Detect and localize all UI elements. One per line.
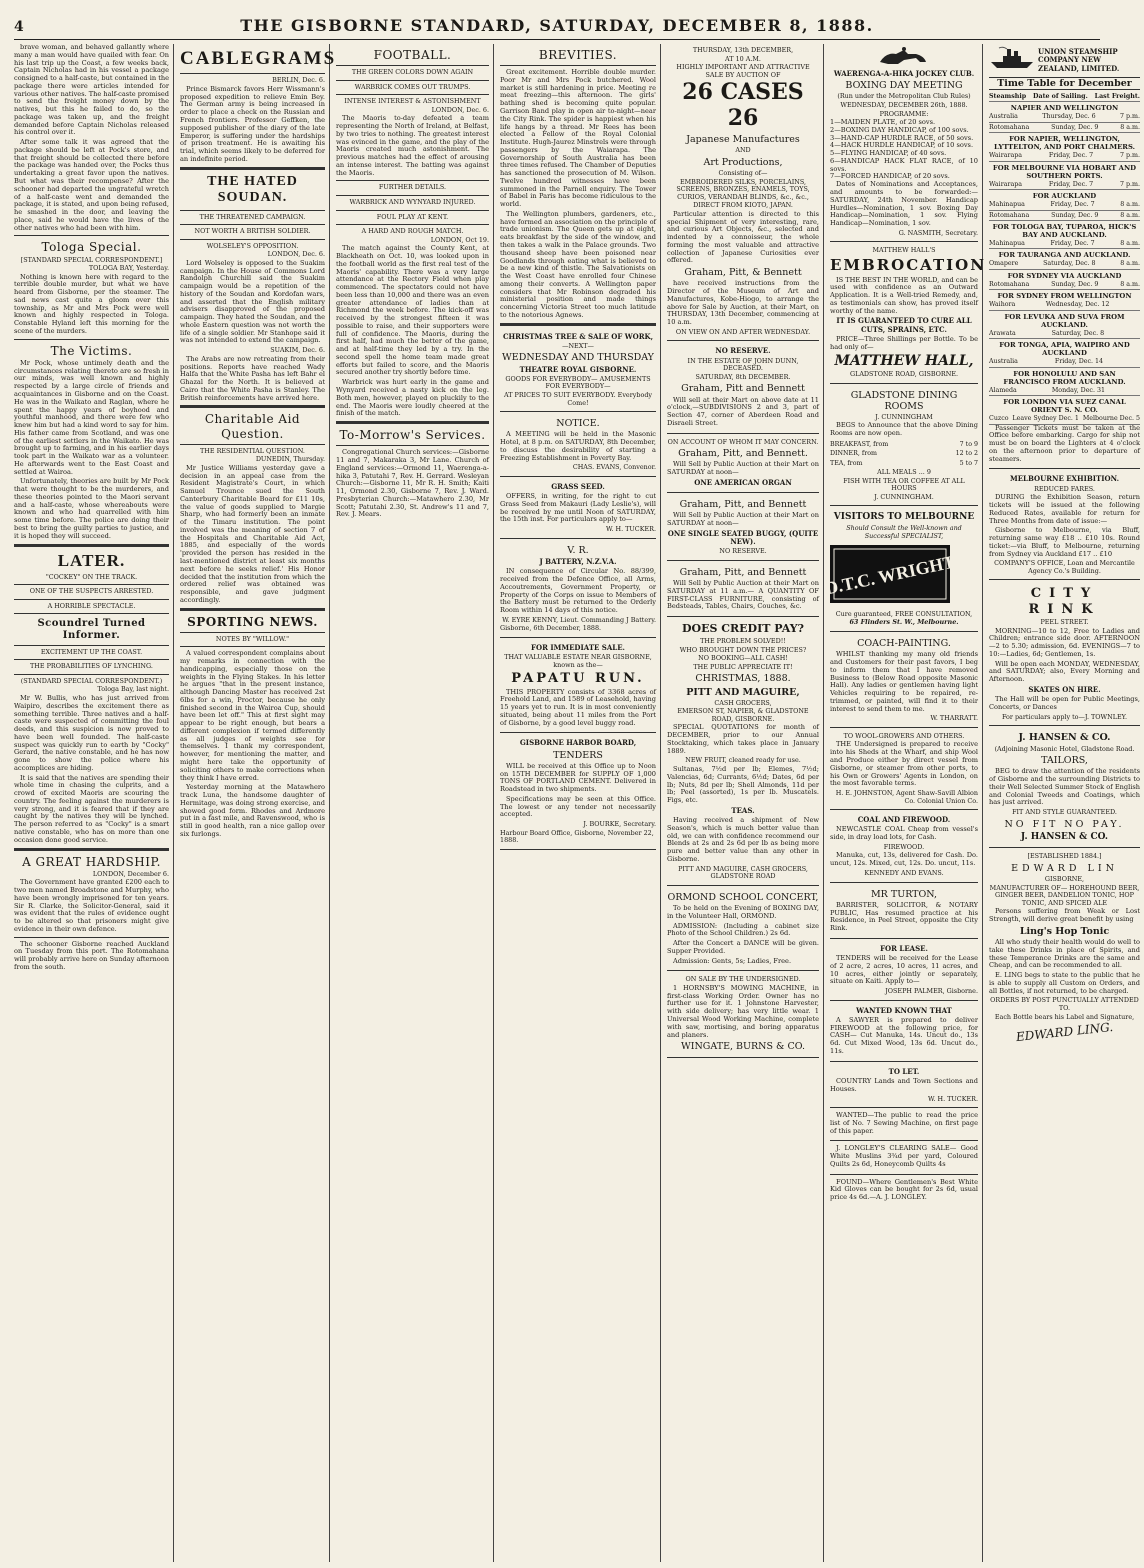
headline-charitable: Charitable Aid Question. — [204, 412, 301, 441]
timetable-time: 8 a.m. — [1120, 211, 1140, 219]
timetable-ship: Wairarapa — [989, 180, 1023, 188]
horse-racing-icon — [874, 46, 934, 68]
timetable-date: Leave Sydney Dec. 1 — [1012, 415, 1079, 423]
specialist-banner-icon — [823, 545, 957, 603]
subhead: THE PROBABILITIES OF LYNCHING. — [30, 662, 153, 671]
subhead: A HORRIBLE SPECTACLE. — [47, 601, 136, 610]
timetable-time: 7 p.m. — [1119, 113, 1140, 121]
headline-sporting: SPORTING NEWS. — [187, 614, 318, 629]
timetable-row — [989, 200, 1140, 210]
advert-found: FOUND—Where Gentlemen's Best White Kid Gloves can be bought for 2s 6d, usual price 4s 6d.—A. J. LONGLEY. — [830, 1177, 978, 1202]
article-text: Congregational Church services:—Gisborne 11 and 7, Makaraka 3, Mr Lane. Church of England services:—Ormond 11, Waerenga-a-hika 3, Patutahi 7, Rev. H. Gerrard. Wesleyan Church:—Gisborne 11, Mr R. H. Smith; Kaiti 11, Ormond 2.30, Gisborne 7, Rev. J. Ward. Presbyterian Church:—Matawhero 2.30, Mr Scott; Patutahi 2.30, St. Andrew's 11 and 7, Rev. J. Mears. — [336, 448, 489, 519]
timetable-date: Sunday, Dec. 9 — [1051, 211, 1099, 219]
dateline: BERLIN, Dec. 6. — [272, 76, 325, 85]
timetable-row — [989, 211, 1140, 221]
subhead: WOLSELEY'S OPPOSITION. — [206, 241, 299, 250]
advert-wool-growers: TO WOOL-GROWERS AND OTHERS. THE Undersigned is prepared to receive into his Sheds at the Wharf, and ship Wool and Produce either by direct vessel from Gisborne, or steamer from other ports, to his Own or Growers' Agents in London, on the most favorable terms. H. E. JOHNSTON, Agent Shaw-Savill Albion Co. Colonial Union Co. — [830, 730, 978, 810]
race-programme-item: 3—HAND-CAP HURDLE RACE, of 50 sovs. — [830, 133, 974, 142]
timetable-route: FOR MELBOURNE VIA HOBART AND SOUTHERN PORTS. — [992, 163, 1137, 180]
subhead: "COCKEY" ON THE TRACK. — [45, 572, 138, 581]
advert-melbourne-exhibition: MELBOURNE EXHIBITION. REDUCED FARES. DURING the Exhibition Season, return tickets will be issued at the following Reduced Rates, available for return for Three Months from date of issue:— Gisborne to Melbourne, via Bluff, returning same way £18 .. £10 10s. Round ticket:—via Bluff, to Melbourne, returning from Sydney via Auckland £17 .. £10 COMPANY'S OFFICE, Loan and Mercantile Agency Co.'s Building. — [989, 471, 1140, 580]
timetable-ship: Alameda — [989, 386, 1017, 394]
timetable-route: FOR LONDON VIA SUEZ CANAL ORIENT S. N. CO. — [1003, 398, 1126, 415]
meal-name: BREAKFAST, from — [830, 441, 889, 448]
steamship-icon — [989, 46, 1035, 70]
page-number: 4 — [14, 19, 24, 36]
advert-japanese-sale: THURSDAY, 13th DECEMBER, AT 10 A.M. HIGHLY IMPORTANT AND ATTRACTIVE SALE BY AUCTION OF 26 CASES 26 Japanese Manufactures AND Art Productions, Consisting of— EMBROIDERED SILKS, PORCELAINS, SCREENS, BRONZES, ENAMELS, TOYS, CURIOS, VERANDAH BLINDS, &c., &c., DIRECT FROM KIOTO, JAPAN. Particular attention is directed to this special Shipment of very interesting, rare, and curious Art Objects, &c., selected and indented by a connoisseur, the whole forming the most valuable and attractive collection of Japanese Curiosities ever offered. Graham, Pitt, & Bennett have received instructions from the Director of the Museum of Art and Manufactures, Kobe-Hiogo, to arrange the above for Sale by Auction, at their Mart, on THURSDAY, 13th December, commencing at 10 a.m. ON VIEW ON AND AFTER WEDNESDAY. — [667, 44, 819, 341]
timetable-row — [989, 180, 1140, 190]
advert-sewing-machine: WANTED—The public to read the price list of No. 7 Sewing Machine, on first page of this paper. — [830, 1110, 978, 1141]
article-text: The match against the County Kent, at Blackheath on Oct. 10, was looked upon in the football world as the first real test of the Maoris' capability. There was a very large attendance at the Rectory Field when play commenced. The spectators could not have been less than 10,000 and there was an even greater attendance of ladies than at Richmond the week before. The kick-off was received by the strongest fifteen it was possible to raise, and their supporters were full of confidence. The Maoris, during the first half, had much the better of the game, and at half-time they led by a try. In the second spell the home team made great efforts but failed to score, and the Maoris secured another try shortly before time. — [336, 244, 489, 377]
advert-embrocation: MATTHEW HALL'S EMBROCATION IS THE BEST IN THE WORLD, and can be used with confidence as an Outward Application. It is a Well-tried Remedy, and, as testimonials can show, has proved itself worthy of the name. IT IS GUARANTEED TO CURE ALL CUTS, SPRAINS, ETC. PRICE—Three Shillings per Bottle. To be had only of— MATTHEW HALL, GLADSTONE ROAD, GISBORNE. — [830, 244, 978, 383]
timetable-ship: Rotomahana — [989, 211, 1030, 219]
dateline: LONDON, Dec. 6. — [431, 105, 489, 114]
subhead: FOUL PLAY AT KENT. — [376, 212, 449, 221]
headline-cablegrams: CABLEGRAMS — [180, 48, 337, 69]
article-text: brave woman, and behaved gallantly where many a man would have quailed with fear. On his last trip up the Coast, a few weeks back, Captain Nicholas had in his vessel a package consigned to a half-caste, but contained in the package there were articles intended for various other natives. The half-caste promised to send the freight money down by the natives, but this he failed to do, so the package was taken up, and the freight demanded before Captain Nicholas released his control over it. — [14, 43, 169, 137]
timetable-route: FOR HONOLULU AND SAN FRANCISCO FROM AUCKLAND. — [1003, 369, 1126, 386]
timetable-ship: Australia — [989, 358, 1018, 366]
meal-time-row — [830, 449, 978, 458]
advert-dunn-estate: NO RESERVE. IN THE ESTATE OF JOHN DUNN, DECEASED. SATURDAY, 8th DECEMBER. Graham, Pitt and Bennett Will sell at their Mart on above date at 11 o'clock,—SUBDIVISIONS 2 and 3, part of Section 47, corner of Aberdeen Road and Disraeli Street. — [667, 343, 819, 433]
advert-buggy: Graham, Pitt, and Bennett Will Sell by Public Auction at their Mart on SATURDAY at noon— ONE SINGLE SEATED BUGGY, (QUITE NEW). NO RESERVE. — [667, 495, 819, 561]
timetable-header-row: Steamship Date of Sailing. Last Freight. — [989, 92, 1140, 102]
timetable-route: FOR TONGA, APIA, WAIPIRO AND AUCKLAND — [999, 341, 1130, 358]
advert-sawyer: WANTED KNOWN THAT A SAWYER is prepared to deliver FIREWOOD at the following price, for CASH— Cut Manuka, 14s. Uncut do., 13s 6d. Cut Mixed Wood, 13s 6d. Uncut do., 11s. — [830, 1003, 978, 1062]
column-7 — [989, 44, 1144, 1562]
dateline: SUAKIM, Dec. 6. — [270, 346, 325, 355]
timetable-route: FOR NAPIER, WELLINGTON, LYTTELTON, AND PORT CHALMERS. — [994, 135, 1135, 152]
timetable-date: Friday, Dec. 7 — [1048, 180, 1094, 188]
advert-jockey-club: WAERENGA-A-HIKA JOCKEY CLUB. BOXING DAY MEETING (Run under the Metropolitan Club Rules) WEDNESDAY, DECEMBER 26th, 1888. PROGRAMME: 1—MAIDEN PLATE, of 20 sovs. 2—BOXING DAY HANDICAP, of 100 sovs. 3—HAND-CAP HURDLE RACE, of 50 sovs. 4—HACK HURDLE HANDICAP, of 10 sovs. 5—FLYING HANDICAP, of 40 sovs. 6—HANDICAP HACK FLAT RACE, of 10 sovs. 7—FORCED HANDICAP, of 20 sovs. Dates of Nominations and Acceptances, and amounts to be forwarded:— SATURDAY, 24th November. Handicap Hurdles—Nomination, 1 sov. Boxing Day Handicap—Nomination, 1 sov. Flying Handicap—Nomination, 1 sov. G. NASMITH, Secretary. — [830, 44, 978, 242]
race-programme-list — [830, 119, 978, 181]
timetable-date: Friday, Dec. 7 — [1048, 152, 1094, 160]
article-text: It is said that the natives are spending their whole time in chasing the culprits, and a crowd of excited Maoris are scouring the country. The feeling against the murderers is very strong, and it is feared that if they are caught by the natives they will be lynched. The person referred to as "Cocky" is a smart native constable, who has on more than one occasion done good service. — [14, 773, 169, 844]
masthead — [14, 6, 1100, 40]
advert-christmas-tree: CHRISTMAS TREE & SALE OF WORK, —NEXT— WEDNESDAY AND THURSDAY THEATRE ROYAL GISBORNE. GOODS FOR EVERYBODY— AMUSEMENTS FOR EVERYBODY— AT PRICES TO SUIT EVERYBODY. Everybody Come! — [500, 329, 656, 412]
timetable-route: FOR LEVUKA AND SUVA FROM AUCKLAND. — [1004, 312, 1125, 329]
subhead: NOT WORTH A BRITISH SOLDIER. — [194, 227, 311, 236]
meal-time: 7 to 9 — [959, 441, 978, 448]
timetable-route: FOR AUCKLAND — [1032, 192, 1097, 201]
article-text: The Government have granted £200 each to two men named Broadstone and Murphy, who have been wrongly imprisoned for ten years. Sir R. Clarke, the Solicitor-General, said it was evident that the rules of evidence ought to be altered so that prisoners might give evidence in their own defence. — [14, 878, 169, 933]
timetable-date: Wednesday, Dec. 12 — [1045, 301, 1110, 309]
advert-harbour-tenders: GISBORNE HARBOR BOARD, TENDERS WILL be received at this Office up to Noon on 15TH DECEMBER for SUPPLY OF 1,000 TONS OF PORTLAND CEMENT. Delivered in Roadstead in two shipments. Specifications may be seen at this Office. The lowest or any tender not necessarily accepted. J. BOURKE, Secretary. Harbour Board Office, Gisborne, November 22, 1888. — [500, 735, 656, 849]
dateline: LONDON, December 6. — [92, 869, 169, 878]
advert-ormond-concert: ORMOND SCHOOL CONCERT, To be held on the Evening of BOXING DAY, in the Volunteer Hall, ORMOND. ADMISSION: (Including a cabinet size Photo of the School Children.) 2s 6d. After the Concert a DANCE will be given. Supper Provided. Admission: Gents, 5s; Ladies, Free. — [667, 888, 819, 972]
headline-later: LATER. — [57, 550, 126, 570]
advert-turton: MR TURTON, BARRISTER, SOLICITOR, & NOTARY PUBLIC, Has resumed practice at his Residence, in Peel Street, opposite the City Rink. — [830, 885, 978, 939]
advert-mowing-machine: ON SALE BY THE UNDERSIGNED. 1 HORNSBY'S MOWING MACHINE, in first-class Working Order. Owner has no further use for it. 1 Johnstone Harvester, with side delivery; has very little wear. 1 Universal Wood Working Machine, complete with saw, mortising, and boring apparatus and planers. WINGATE, BURNS & CO. — [667, 973, 819, 1058]
advert-to-let: TO LET. COUNTRY Lands and Town Sections and Houses. W. H. TUCKER. — [830, 1064, 978, 1108]
timetable — [989, 104, 1140, 424]
page-columns — [14, 43, 1140, 1562]
article-text: Nothing is known here with regard to the terrible double murder, but what we have heard from Gisborne, per the steamer. The sad news cast quite a gloom over this township, as Mr and Mrs Pock were well known and highly respected in Tologa. Constable Hyland left this morning for the scene of the murders. — [14, 272, 169, 335]
timetable-date: Monday, Dec. 31 — [1051, 386, 1105, 394]
race-programme-item: 4—HACK HURDLE HANDICAP, of 10 sovs. — [830, 141, 974, 150]
timetable-row — [989, 112, 1140, 122]
timetable-date: Thursday, Dec. 6 — [1042, 113, 1096, 121]
timetable-ship: Arawata — [989, 329, 1016, 337]
subhead: NOTES BY "WILLOW." — [215, 634, 290, 643]
timetable-ship: Wairarapa — [989, 152, 1023, 160]
meal-time: 12 to 2 — [955, 450, 978, 458]
timetable-row — [989, 123, 1140, 133]
article-text: A valued correspondent complains about my remarks in connection with the handicapping, especially those on the weights in the Flying Stakes. In his letter he argues "that in the present instance, although Dancing Master has received 2st 6lbs for a win, Proctor, because he only finished second in the Wairoa Cup, should have been let off." This at first sight may appear to be right enough, but bears a different complexion if termed differently as all judges of weights see for themselves. I thank my correspondent, however, for mentioning the matter, and might here take the opportunity of soliciting others to make corrections when they think I have erred. — [180, 649, 325, 782]
race-programme-item: 7—FORCED HANDICAP, of 20 sovs. — [830, 172, 950, 181]
headline-tologa: Tologa Special. — [41, 240, 142, 255]
race-programme-item: 1—MAIDEN PLATE, of 20 sovs. — [830, 118, 936, 127]
headline-soudan: THE HATED SOUDAN. — [207, 173, 298, 206]
race-programme-item: 2—BOXING DAY HANDICAP, of 100 sovs. — [830, 125, 969, 134]
subhead: A HARD AND ROUGH MATCH. — [361, 227, 464, 236]
timetable-route: NAPIER AND WELLINGTON — [1010, 104, 1119, 113]
timetable-route: FOR TAURANGA AND AUCKLAND. — [998, 251, 1131, 260]
timetable-row — [989, 239, 1140, 249]
column-3 — [336, 44, 494, 1562]
timetable-route: FOR SYDNEY VIA AUCKLAND — [1007, 271, 1122, 280]
meal-time-row — [830, 440, 978, 449]
timetable-date: Friday, Dec. 7 — [1050, 240, 1095, 248]
subhead: Scoundrel Turned Informer. — [37, 618, 146, 641]
article-text: Lord Wolseley is opposed to the Suakim campaign. In the House of Commons Lord Randolph Churchill said the Suakim campaign would be a repetition of the history of the Soudan and Kordofan wars, and asserted that the English military advisers disapproved of the proposed campaign. They hated the Soudan, and the whole Eastern question was not worth the life of a single soldier. Mr Stanhope said it was not intended to extend the campaign. — [180, 258, 325, 345]
meal-times-list — [830, 440, 978, 468]
article-text: Yesterday morning at the Matawhero track Luna, the handsome daughter of Hermitage, was doing strong exercise, and showed good form. Rhodes and Ardmore put in a fast mile, and Ravenswood, who is still in good health, ran a nice gallop over six furlongs. — [180, 783, 325, 838]
advert-battery: V. R. J BATTERY, N.Z.V.A. IN consequence of Circular No. 88/399, received from the Defence Office, all Arms, Accoutrements, Government Property, or Property of the Corps on issue to Members of the Battery must be returned to the Orderly Room within 14 days of this notice. W. EYRE KENNY, Lieut. Commanding J Battery. Gisborne, 6th December, 1888. — [500, 541, 656, 638]
article-text: The schooner Gisborne reached Auckland on Tuesday from this port. The Rotomahana will probably arrive here on Sunday afternoon from the south. — [14, 939, 169, 971]
column-6 — [823, 44, 986, 1562]
timetable-row — [989, 259, 1140, 269]
dateline: LONDON, Oct 19. — [430, 235, 489, 244]
advert-lease: FOR LEASE. TENDERS will be received for the Lease of 2 acre, 2 acres, 10 acres, 11 acres, and 10 acres, either jointly or separately, situate on Kaiti. Apply to— JOSEPH PALMER, Gisborne. — [830, 941, 978, 1001]
article-text: The Maoris to-day defeated a team representing the North of Ireland, at Belfast, by two tries to nothing. The greatest interest was evinced in the game, and the play of the Maoris created much astonishment. The previous matches had the effect of arousing an intense interest. The batting was against the Maoris. — [336, 114, 489, 177]
timetable-time: 8 a.m. — [1120, 260, 1140, 268]
column-2 — [180, 44, 337, 1562]
advert-papatu-run: FOR IMMEDIATE SALE. THAT VALUABLE ESTATE NEAR GISBORNE, known as the— PAPATU RUN. THIS PROPERTY consists of 3368 acres of Freehold Land, and 1589 of Leasehold, having 15 years yet to run. It is in most conveniently situated, being about 11 miles from the Port of Gisborne, by a good level buggy road. — [500, 640, 656, 734]
article-text: Mr Pock, whose untimely death and the circumstances relating thereto are so fresh in our minds, was well known and highly respected by a large circle of friends and acquaintances in Gisborne and on the Coast. He was in the Waikato and Raglan, where he spent the happy years of boyhood and youthful manhood, and there were few who knew him but had a kind word to say for him. His father came from Scotland, and was one of the earliest settlers in the Waikato. He was brought up to farming, and in his earlier days took part in the Waikato war as a volunteer. He afterwards went to the East Coast and settled at Wairoa. — [14, 358, 169, 476]
timetable-date: Friday, Dec. 7 — [1050, 201, 1095, 209]
advert-coach-painting: COACH-PAINTING. WHILST thanking my many old friends and Customers for their past favors, I beg to inform them that I have removed Business to (Below Road opposite Masonic Hall). Any ladies or gentlemen having light Vehicles requiring to be repaired, re-trimmed, or painted, will find it to their interest to send them to me. W. THARRATT. — [830, 634, 978, 728]
timetable-date: Sunday, Dec. 9 — [1051, 280, 1099, 288]
timetable-ship: Omapere — [989, 260, 1019, 268]
timetable-row — [989, 386, 1140, 396]
timetable-row — [989, 414, 1140, 424]
advert-american-organ: ON ACCOUNT OF WHOM IT MAY CONCERN. Graham, Pitt, and Bennett. Will Sell by Public Auction at their Mart on SATURDAY at noon— ONE AMERICAN ORGAN — [667, 436, 819, 494]
article-text: Warbrick was hurt early in the game and Wynyard received a nasty kick on the leg. Both men, however, played on pluckily to the end. The Maoris were loudly cheered at the finish of the match. — [336, 378, 489, 418]
timetable-date: Saturday, Dec. 8 — [1043, 260, 1096, 268]
advert-union-steamship: UNION STEAMSHIP COMPANY NEW ZEALAND, LIMITED. Time Table for December Steamship Date of Sailing. Last Freight. NAPIER AND WELLINGTON Australia Thursday, Dec. 6 7 p.m. Rotomahana Sunday, Dec. 9 8 a.m. FOR NAPIER, WELLINGTON, LYTTELTON, AND PORT CHALMERS. Wairarapa Friday, Dec. 7 7 p.m. FOR MELBOURNE VIA HOBART AND SOUTHERN PORTS. Wairarapa Friday, Dec. 7 7 p.m. FOR AUCKLAND Mahinapua Friday, Dec. 7 8 a.m. Rotomahana Sunday, Dec. 9 8 a.m. FOR TOLOGA BAY, TUPAROA, HICK'S BAY AND AUCKLAND. Mahinapua Friday, Dec. 7 8 a.m. FOR TAURANGA AND AUCKLAND. Omapere Saturday, Dec. 8 8 a.m. FOR SYDNEY VIA AUCKLAND Rotomahana Sunday, Dec. 9 8 a.m. FOR SYDNEY FROM WELLINGTON Waihora Wednesday, Dec. 12 FOR LEVUKA AND SUVA FROM AUCKLAND. Arawata Saturday, Dec. 8 FOR TONGA, APIA, WAIPIRO AND AUCKLAND Australia Friday, Dec. 14 FOR HONOLULU AND SAN FRANCISCO FROM AUCKLAND. Alameda Monday, Dec. 31 FOR LONDON VIA SUEZ CANAL ORIENT S. N. CO. Cuzco Leave Sydney Dec. 1 Melbourne Dec. 5 Passenger Tickets must be taken at the Office before embarking. Cargo for ship not must be on board the Lighters at 4 o'clock on the afternoon prior to departure of steamers. — [989, 44, 1140, 469]
timetable-ship: Rotomahana — [989, 280, 1030, 288]
column-4 — [500, 44, 661, 1562]
timetable-row — [989, 329, 1140, 339]
timetable-time: 8 a.m. — [1120, 240, 1140, 248]
advert-dtc-wright: VISITORS TO MELBOURNE Should Consult the Well-known and Successful SPECIALIST, D.T.C. WRIGHT Cure guaranteed, FREE CONSULTATION, 63 Flinders St. W., Melbourne. — [830, 508, 978, 632]
headline-football: FOOTBALL. — [373, 48, 452, 62]
timetable-ship: Mahinapua — [989, 240, 1025, 248]
column-1 — [14, 44, 174, 1562]
column-5 — [667, 44, 824, 1562]
meal-time-row — [830, 459, 978, 468]
headline-brevities: BREVITIES. — [538, 48, 618, 62]
timetable-ship: Rotomahana — [989, 123, 1030, 131]
timetable-route: FOR SYDNEY FROM WELLINGTON — [997, 292, 1132, 301]
subhead: THE RESIDENTIAL QUESTION. — [200, 446, 305, 455]
timetable-row — [989, 151, 1140, 161]
timetable-row — [989, 280, 1140, 290]
article-text: Mr W. Bullis, who has just arrived from Waipiro, describes the excitement there as something terrible. Three natives and a half-caste were suspected of committing the foul deeds, and this suspicion is now proved to have been well founded. The half-caste suspect was quickly run to earth by "Cocky" Gerard, the native constable, and he has now gone to show the police where his accomplices are hiding. — [14, 693, 169, 772]
headline-victims: The Victims. — [50, 343, 133, 358]
advert-notice: NOTICE. A MEETING will be held in the Masonic Hotel, at 8 p.m. on SATURDAY, 8th December, to discuss the desirability of starting a Freezing Establishment in Poverty Bay. CHAS. EVANS, Convenor. — [500, 414, 656, 477]
timetable-time: 7 p.m. — [1119, 152, 1140, 160]
timetable-ship: Mahinapua — [989, 201, 1025, 209]
meal-name: TEA, from — [830, 459, 863, 467]
dateline: DUNEDIN, Thursday. — [255, 455, 325, 464]
subhead: EXCITEMENT UP THE COAST. — [40, 647, 143, 656]
timetable-time: Melbourne Dec. 5 — [1082, 415, 1140, 423]
race-programme-item: 6—HANDICAP HACK FLAT RACE, of 10 sovs. — [830, 156, 978, 173]
timetable-time: 8 a.m. — [1120, 201, 1140, 209]
subhead: THE GREEN COLORS DOWN AGAIN — [351, 68, 474, 77]
article-text: Great excitement. Horrible double murder. Poor Mr and Mrs Pock butchered. Wool market is still hardening in price. Meeting re meat freezing—this afternoon. The girls' bathing shed is becoming quite popular. Garrison Band play in open air to-night—near the City Rink. The spider is happiest when his life hangs by a thread. Mr Rees has been elected a Fellow of the Royal Colonial Institute. Hugh-Jaurez Minstrels were through passengers by the Waiarapa. The Governorship of South Australia has been three times refused. The Chamber of Deputies has sanctioned the prosecution of M. Wilson. Twelve hundred witnesses have been summoned in the Parnell enquiry. The Tower of Babel in Paris has become ridiculous to the world. — [500, 68, 656, 209]
timetable-ship: Cuzco — [989, 415, 1009, 423]
advert-city-rink: CITY RINK PEEL STREET. MORNING—10 to 12, Free to Ladies and Children; entrance side door. AFTERNOON—2 to 5.30; admission, 6d. EVENINGS—7 to 10:—Ladies, 6d; Gentlemen, 1s. Will be open each MONDAY, WEDNESDAY, and SATURDAY; also, Every Morning and Afternoon. SKATES ON HIRE. The Hall will be open for Public Meetings, Concerts, or Dances For particulars apply to—J. TOWNLEY. — [989, 582, 1140, 726]
advert-pitt-maguire: DOES CREDIT PAY? THE PROBLEM SOLVED!! WHO BROUGHT DOWN THE PRICES? NO BOOKING—ALL CASH! THE PUBLIC APPRECIATE IT! CHRISTMAS, 1888. PITT AND MAGUIRE, CASH GROCERS, EMERSON ST, NAPIER, & GLADSTONE ROAD, GISBORNE. SPECIAL QUOTATIONS for month of DECEMBER, prior to our Annual Stocktaking, which takes place in January 1889. NEW FRUIT, cleaned ready for use. Sultanas, 7½d per lb; Elemes, 7½d; Valencias, 6d; Currants, 6½d; Dates, 6d per lb; Nuts, 8d per lb; Shell Almonds, 11d per lb; Peel (assorted), 1s per lb. Muscatels. Figs, etc. TEAS. Having received a shipment of New Season's, which is much better value than old, we can with confidence recommend our Blends at 2s and 2s 6d per lb as being more pure and better value than any other in Gisborne. PITT AND MAGUIRE, CASH GROCERS, GLADSTONE ROAD — [667, 619, 819, 886]
timetable-ship: Australia — [989, 113, 1018, 121]
timetable-time: 8 a.m. — [1120, 123, 1140, 131]
article-text: The Wellington plumbers, gardeners, etc., have formed an association on the principle of trade unionism. The Queen gets up at eight, eats breakfast by the side of the window, and then takes a walk in the Palace grounds. Two thousand sheep have been poisoned near Goodlands through eating what is believed to be a new kind of thistle. The Salvationists on the West Coast have enrolled four Chinese among their converts. A Wellington paper considers that Mr Robinson degraded his ministerial position and made things concerning Victoria Street too much latitude to the notorious Agnews. — [500, 209, 656, 319]
advert-coal-firewood: COAL AND FIREWOOD. NEWCASTLE COAL Cheap from vessel's side, in dray load lots, for Cash. FIREWOOD. Manuka, cut, 13s, delivered for Cash. Do. uncut, 12s. Mixed, cut, 12s. Do. uncut, 11s. KENNEDY AND EVANS. — [830, 812, 978, 882]
subhead: WARBRICK AND WYNYARD INJURED. — [349, 198, 476, 207]
byline: [STANDARD SPECIAL CORRESPONDENT.] — [20, 255, 163, 264]
subhead: ONE OF THE SUSPECTS ARRESTED. — [29, 587, 154, 596]
timetable-ship: Waihora — [989, 301, 1016, 309]
timetable-date: Saturday, Dec. 8 — [1051, 329, 1105, 337]
dateline: TOLOGA BAY, Yesterday. — [88, 264, 169, 273]
timetable-date: Friday, Dec. 14 — [1054, 358, 1104, 366]
handwritten-signature: EDWARD LING. — [1015, 1020, 1114, 1045]
article-text: Unfortunately, theories are built by Mr Pock that were thought to be the murderers, and these theories pointed to the Maori servant and a half-caste, whose whereabouts were known and who had quarrelled with him some time before. The police are doing their best to bring the guilty parties to justice, and it is hoped they will succeed. — [14, 477, 169, 540]
dateline: Tologa Bay, last night. — [97, 685, 169, 694]
dateline: LONDON, Dec. 6. — [267, 250, 325, 259]
article-text: After some talk it was agreed that the package should be left at Pock's store, and that freight should be collected there before the package was handed over, the Pocks thus undertaking a great favor upon the natives. But what was their recompense? After the schooner had departed the ungrateful wretch of a half-caste went and demanded the package, it is stated, and upon being refused, he smashed in the door, and leaving the place, said he would have the lives of the other natives who had been with him. — [14, 138, 169, 232]
newspaper-title: THE GISBORNE STANDARD, SATURDAY, DECEMBER 8, 1888. — [240, 16, 874, 36]
timetable-row — [989, 357, 1140, 367]
article-text: The Arabs are now retreating from their positions. Reports have reached Wady Halfa that the White Pasha has left Bahr el Ghazal for the North. It is believed at Cairo that the White Pasha is Stanley. The British reinforcements have arrived here. — [180, 354, 325, 402]
advert-edward-ling: [ESTABLISHED 1884.] EDWARD LIN GISBORNE, MANUFACTURER OF— HOREHOUND BEER, GINGER BEER, DANDELION TONIC, HOP TONIC, AND SPICED ALE Persons suffering from Weak or Lost Strength, will derive great benefit by using Ling's Hop Tonic All who study their health would do well to take these Drinks in place of Spirits, and these Temperance Drinks are the same and Cheap, and can be recommended to all. E. LING begs to state to the public that he is able to supply all Custom on Orders, and all Bottles, if not returned, to be charged. ORDERS BY POST PUNCTUALLY ATTENDED TO. Each Bottle bears his Label and Signature, EDWARD LING. — [989, 850, 1140, 1042]
timetable-time: 7 p.m. — [1119, 180, 1140, 188]
advert-dining-rooms: GLADSTONE DINING ROOMS J. CUNNINGHAM BEGS to Announce that the above Dining Rooms are now open. BREAKFAST, from 7 to 9 DINNER, from 12 to 2 TEA, from 5 to 7 ALL MEALS ... 9 FISH WITH TEA OR COFFEE AT ALL HOURS J. CUNNINGHAM. — [830, 386, 978, 507]
headline-hardship: A GREAT HARDSHIP. — [22, 854, 161, 869]
subhead: WARBRICK COMES OUT TRUMPS. — [354, 82, 471, 91]
meal-name: DINNER, from — [830, 450, 877, 458]
meal-time: 5 to 7 — [959, 459, 978, 467]
advert-grass-seed: GRASS SEED. OFFERS, in writing, for the right to cut Grass Seed from Makauri (Lady Leslie's), will be received by me until Noon of SATURDAY, the 15th inst. For particulars apply to— W. H. TUCKER. — [500, 479, 656, 539]
timetable-date: Sunday, Dec. 9 — [1051, 123, 1099, 131]
byline: (STANDARD SPECIAL CORRESPONDENT.) — [20, 676, 163, 685]
timetable-route: FOR TOLOGA BAY, TUPAROA, HICK'S BAY AND AUCKLAND. — [992, 223, 1137, 240]
race-programme-item: 5—FLYING HANDICAP, of 40 sovs. — [830, 149, 947, 158]
advert-furniture: Graham, Pitt, and Bennett Will Sell by Public Auction at their Mart on SATURDAY at 11 a.m.— A QUANTITY OF FIRST-CLASS FURNITURE, consisting of Bedsteads, Tables, Chairs, Couches, &c. — [667, 563, 819, 617]
article-text: Prince Bismarck favors Herr Wissmann's proposed expedition to relieve Emin Bey. The German army is being increased in order to place a check on the Russian and French frontiers. Professor Geffken, the supposed publisher of the diary of the late Emperor, is suffering under the hardships of prison treatment. He is awaiting his trial, which seems likely to be deferred for an indefinite period. — [180, 84, 325, 163]
article-text: Mr Justice Williams yesterday gave a decision in an appeal case from the Resident Magistrate's Court, in which Samuel Trounce sued the South Canterbury Charitable Board for £11 10s, the value of goods supplied to Margie Sharp, who had formerly been an inmate of the Timaru institution. The point involved was the meaning of section 7 of the Hospitals and Charitable Aid Act, 1885, and especially of the words 'provided the person has resided in the last-mentioned district at least six months next before he seeks relief.' His Honor decided that the institution from which the ordered relief was obtained was responsible, and gave judgment accordingly. — [180, 463, 325, 604]
subhead: INTENSE INTEREST & ASTONISHMENT — [344, 97, 481, 106]
timetable-time: 8 a.m. — [1120, 280, 1140, 288]
advert-hansen-tailors: J. HANSEN & CO. (Adjoining Masonic Hotel, Gladstone Road. TAILORS, BEG to draw the attention of the residents of Gisborne and the surrounding Districts to their Well Selected Summer Stock of English and Colonial Tweeds and Coatings, which has just arrived. FIT AND STYLE GUARANTEED. NO FIT NO PAY. J. HANSEN & CO. — [989, 728, 1140, 848]
headline-services: To-Morrow's Services. — [339, 428, 486, 443]
advert-clearing-sale: J. LONGLEY'S CLEARING SALE— Good White Muslins 3¾d per yard, Coloured Quilts 2s 6d, Honeycomb Quilts 4s — [830, 1143, 978, 1174]
subhead: FURTHER DETAILS. — [378, 183, 447, 192]
subhead: THE THREATENED CAMPAIGN. — [199, 212, 306, 221]
wright-banner-text: D.T.C. WRIGHT — [823, 551, 957, 599]
timetable-row — [989, 300, 1140, 310]
